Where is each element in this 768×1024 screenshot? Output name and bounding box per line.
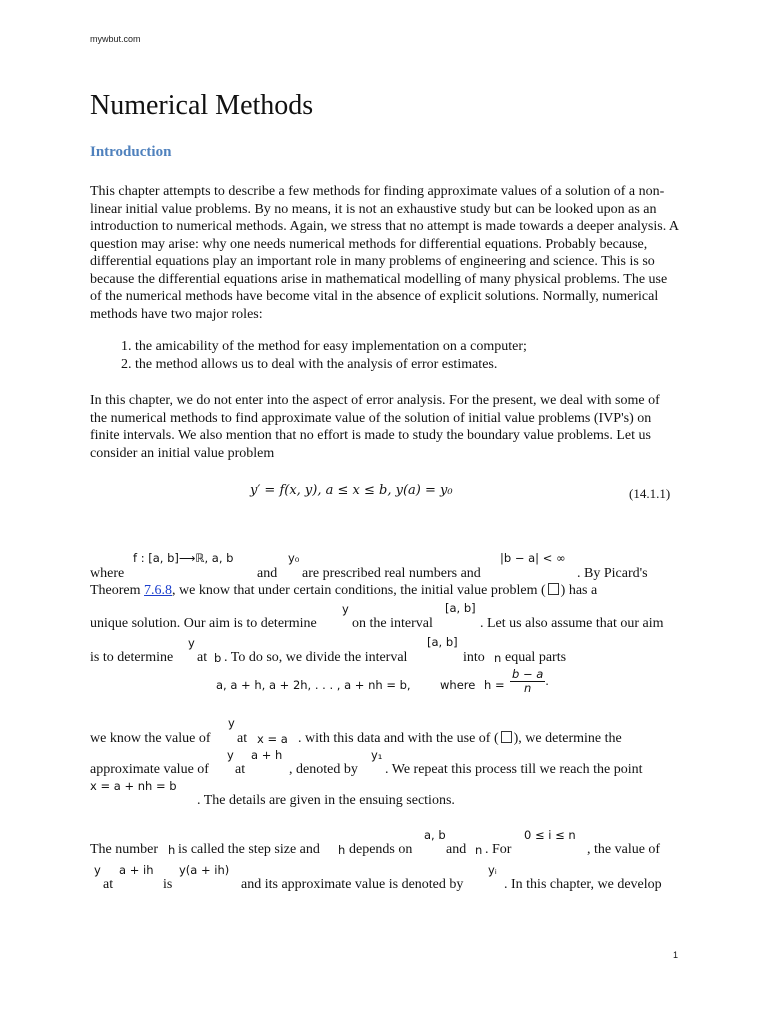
text-repeat: . We repeat this process till we reach the point [385, 762, 643, 777]
math-y: y [227, 748, 234, 762]
text-step-size: is called the step size and [178, 842, 320, 857]
text-we-develop: . In this chapter, we develop [504, 877, 662, 892]
equation-ref-box-icon[interactable] [501, 731, 512, 743]
math-f-mapping: f : [a, b]⟶ℝ, a, b [133, 551, 234, 565]
math-y: y [94, 863, 101, 877]
math-h: h [338, 843, 346, 857]
text-determine: ), we determine the [513, 731, 622, 746]
text-the-number: The number [90, 842, 159, 857]
text-unique: unique solution. Our aim is to determine [90, 616, 317, 631]
site-name: mywbut.com [90, 34, 141, 44]
text-into: into [463, 650, 485, 665]
math-x-equals-a: x = a [257, 732, 288, 746]
math-y: y [228, 716, 235, 730]
text-equal-parts: equal parts [505, 650, 567, 665]
list-item: 1. the amicability of the method for easy implementation on a computer; [135, 338, 680, 356]
math-a-plus-ih: a + ih [119, 863, 154, 877]
text-we-know: we know the value of [90, 731, 211, 746]
math-interval-finite: |b − a| < ∞ [500, 551, 566, 565]
section-heading: Introduction [90, 144, 172, 160]
text-at: at [237, 731, 248, 746]
math-h: h [168, 843, 176, 857]
theorem-link[interactable]: 7.6.8 [144, 583, 173, 598]
math-y-of-a-plus-ih: y(a + ih) [179, 863, 230, 877]
intro-paragraph: This chapter attempts to describe a few methods for finding approximate values of a solution of a non-linear initial value problems. By no means, it is not an exhaustive study but can be looked upon as an introduction to numerical methods. Again, we stress that no attempt is made towards a deeper analysis. A question may arise: why one needs numerical methods for differential equations. Probably because, differential equations play an important role in many problems of engineering and science. This is so because the differential equations arise in mathematical modelling of many physical problems. The use of the numerical methods have become vital in the absence of explicit solutions. Normally, numerical methods have two major roles: [90, 184, 679, 322]
math-h-equals: h = [484, 678, 505, 692]
math-interval: [a, b] [427, 635, 458, 649]
display-equation: y′ = f(x, y), a ≤ x ≤ b, y(a) = y₀ [250, 483, 453, 498]
text-value-of: , the value of [587, 842, 661, 857]
math-fraction [510, 668, 549, 695]
text-denoted-by: , denoted by [289, 762, 358, 777]
equation-number: (14.1.1) [629, 486, 671, 501]
math-index-range: 0 ≤ i ≤ n [524, 828, 576, 842]
text-details: . The details are given in the ensuing sections. [197, 793, 455, 808]
list-item: 2. the method allows us to deal with the analysis of error estimates. [135, 356, 680, 374]
math-a-plus-h: a + h [251, 748, 283, 762]
text-approx-denoted: and its approximate value is denoted by [241, 877, 464, 892]
math-n: n [494, 651, 502, 665]
text-picards: . By Picard's [577, 566, 648, 581]
fraction-denominator: n [524, 681, 532, 695]
equation-ref-line [298, 731, 622, 747]
equation-ref-box-icon[interactable] [548, 583, 559, 595]
document-title: Numerical Methods [90, 90, 314, 121]
math-y0: y₀ [288, 551, 300, 565]
math-interval: [a, b] [445, 601, 476, 615]
text-for: . For [485, 842, 512, 857]
math-b: b [214, 651, 222, 665]
math-yi: yᵢ [488, 863, 497, 877]
text-at: at [197, 650, 208, 665]
text-depends-on: depends on [349, 842, 413, 857]
fraction-numerator: b − a [512, 667, 544, 681]
math-endpoint: x = a + nh = b [90, 779, 177, 793]
theorem-line [90, 583, 597, 599]
text-theorem: Theorem [90, 583, 145, 598]
text-also-assume: . Let us also assume that our aim [480, 616, 664, 631]
paragraph-2: In this chapter, we do not enter into the aspect of error analysis. For the present, we deal with some of the numerical methods to find approximate value of the solution of initial value problems (IVP's) on finite intervals. We also mention that no effort is made to study the boundary value problems. Let us consider an initial value problem [90, 393, 660, 461]
text-prescribed: are prescribed real numbers and [302, 566, 481, 581]
text-and: and [446, 842, 467, 857]
math-partition-sequence: a, a + h, a + 2h, . . . , a + nh = b, [216, 678, 411, 692]
roles-list [90, 338, 680, 373]
text-with-this-data: . with this data and with the use of ( [298, 731, 499, 746]
text-is-to-determine: is to determine [90, 650, 174, 665]
math-period: . [545, 674, 549, 688]
text-on-interval: on the interval [352, 616, 433, 631]
text-and: and [257, 566, 278, 581]
math-y: y [188, 636, 195, 650]
text-is: is [163, 877, 173, 892]
text-at: at [103, 877, 114, 892]
page-number: 1 [673, 950, 679, 960]
math-y1: y₁ [371, 748, 383, 762]
math-a-b: a, b [424, 828, 446, 842]
text-conditions: , we know that under certain conditions, the initial value problem ( [172, 583, 546, 598]
math-y: y [342, 602, 349, 616]
text-at: at [235, 762, 246, 777]
text-has-a: ) has a [560, 583, 598, 598]
math-n: n [475, 843, 483, 857]
math-where: where [440, 678, 476, 692]
text-where: where [90, 566, 125, 581]
text-approximate: approximate value of [90, 762, 209, 777]
text-divide: . To do so, we divide the interval [224, 650, 408, 665]
